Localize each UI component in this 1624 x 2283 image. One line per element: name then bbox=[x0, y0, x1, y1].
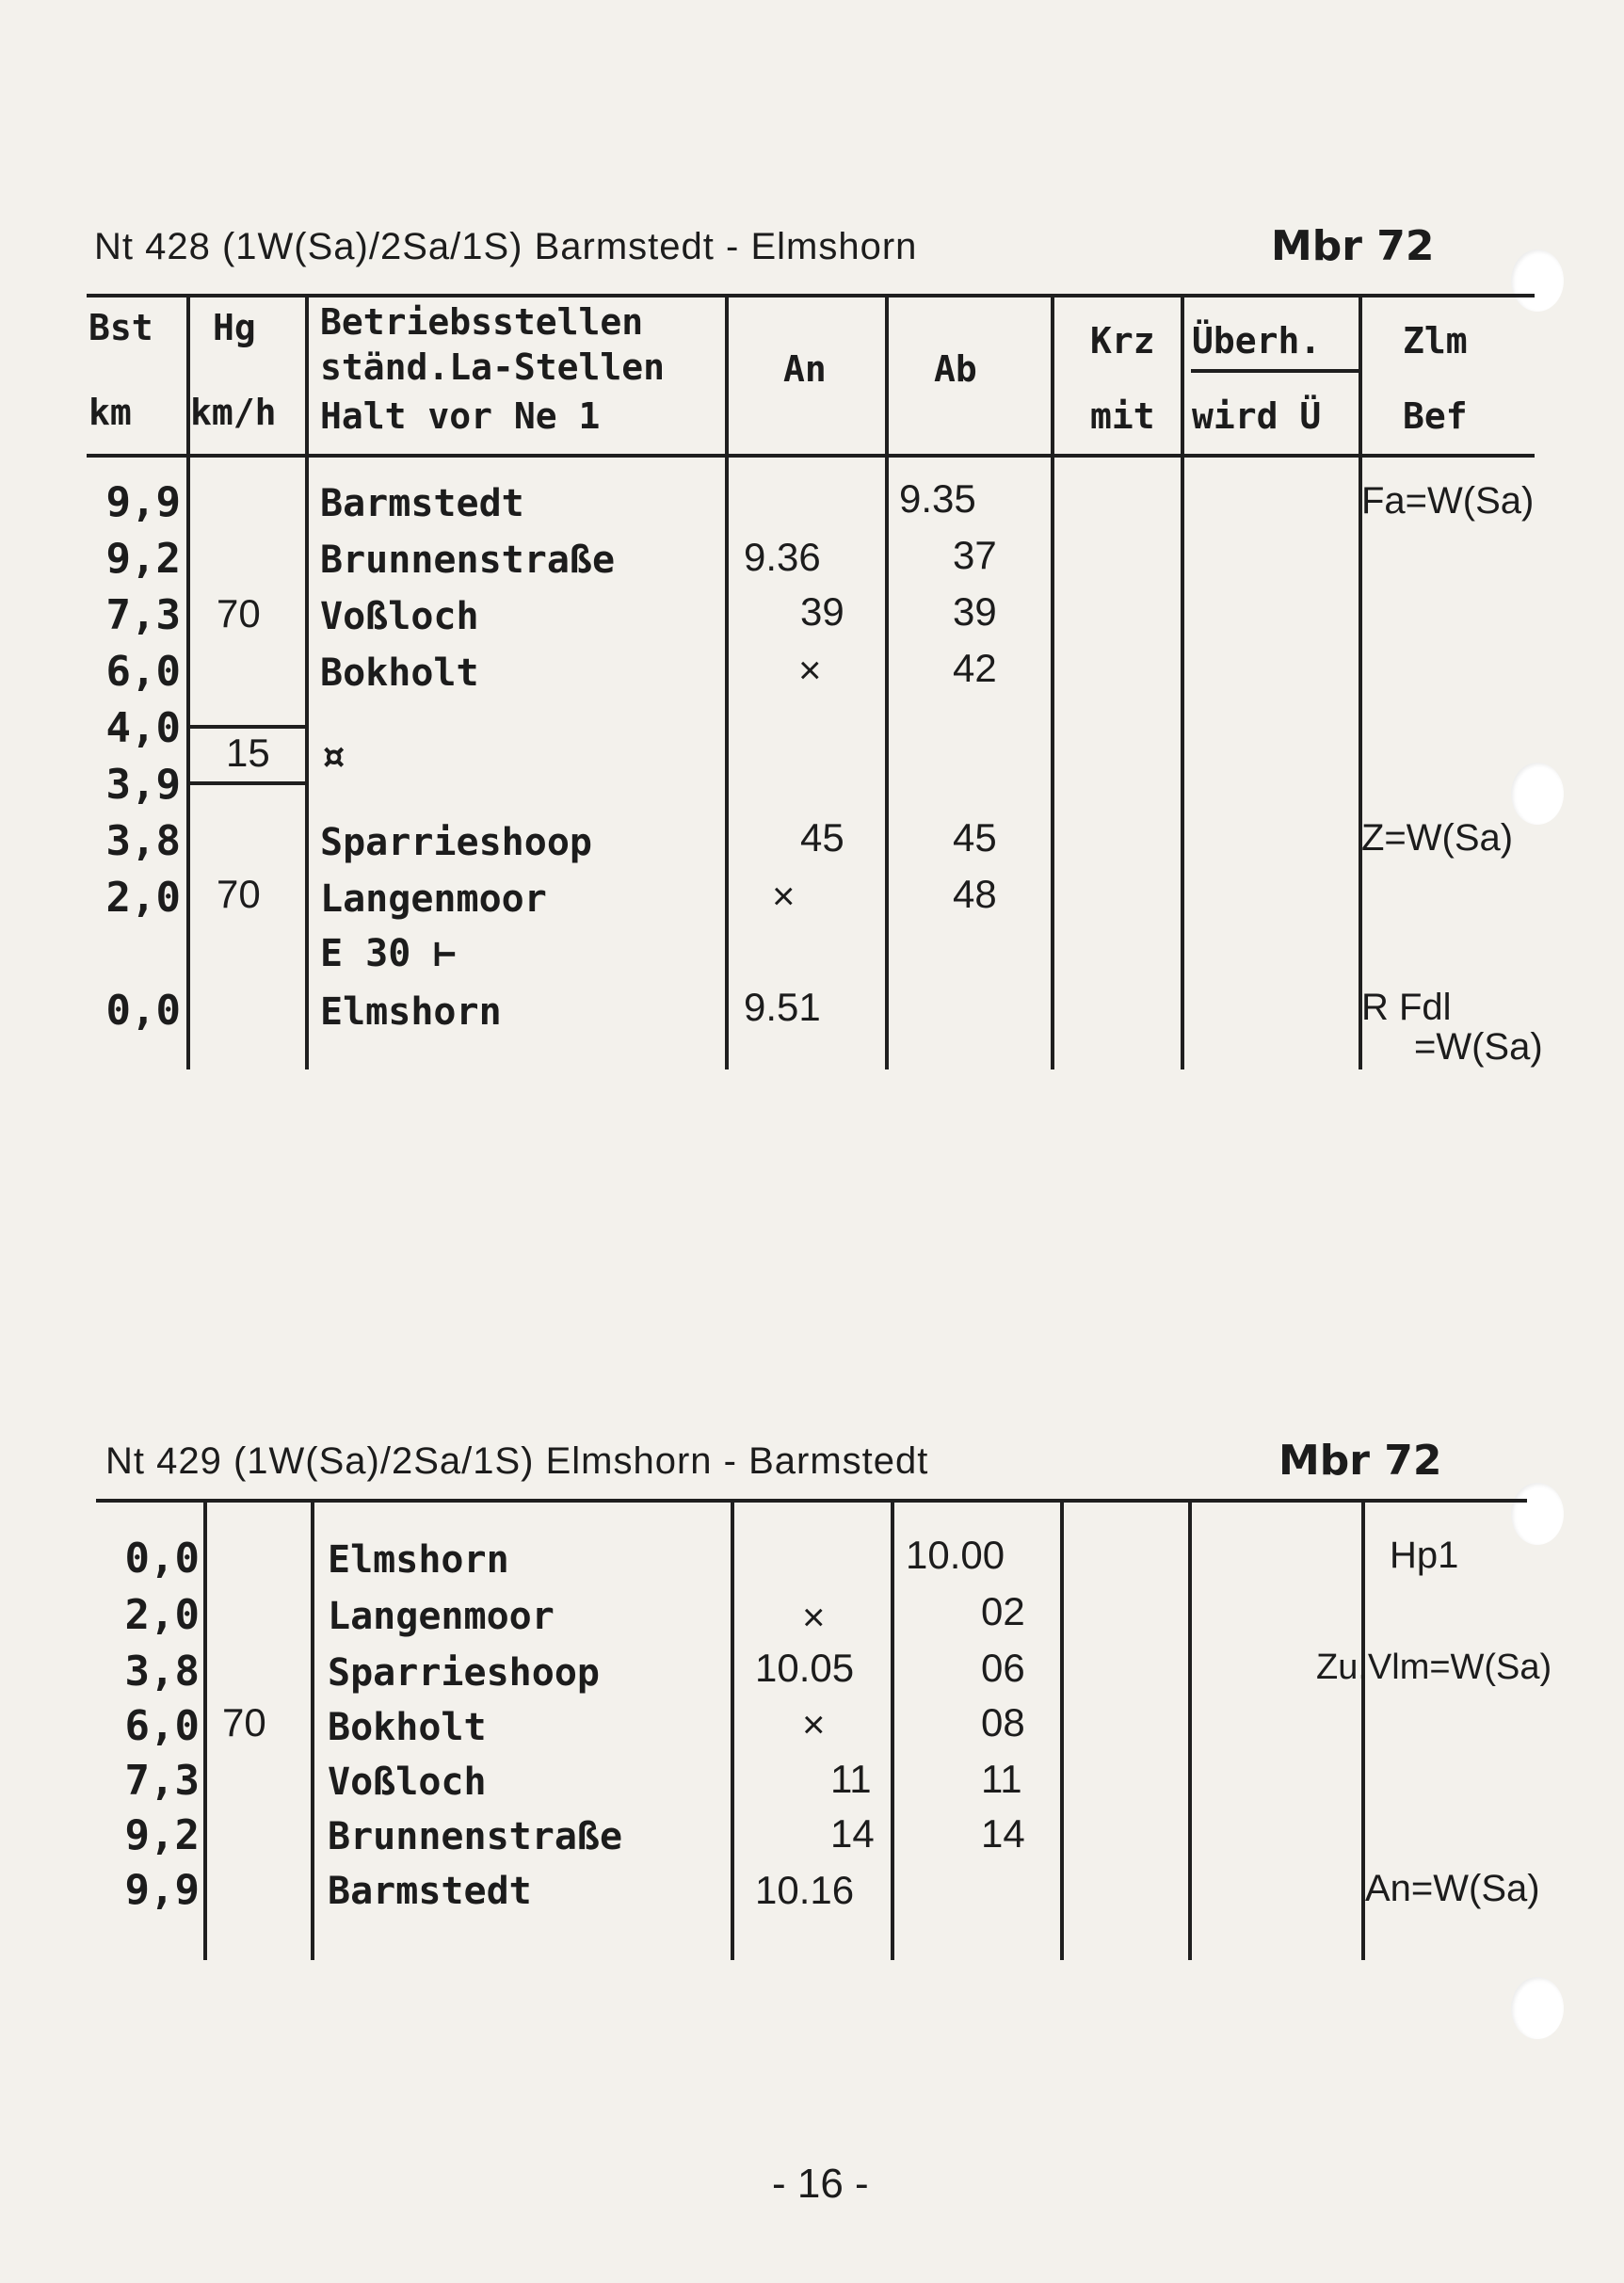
cell-hg: 70 bbox=[217, 872, 261, 916]
cell-station: Voßloch bbox=[320, 595, 479, 638]
cell-an: 9.51 bbox=[744, 985, 821, 1029]
header-krz: Krz bbox=[1090, 320, 1155, 362]
cell-km: 2,0 bbox=[124, 1591, 200, 1639]
cell-km: 3,9 bbox=[105, 761, 181, 809]
table-mbr: Mbr 72 bbox=[1271, 222, 1435, 270]
punch-hole bbox=[1511, 1977, 1564, 2039]
table-title: Nt 429 (1W(Sa)/2Sa/1S) Elmshorn - Barmstedt bbox=[105, 1440, 929, 1482]
cell-station: Barmstedt bbox=[328, 1870, 532, 1913]
cell-station-marker: E 30 ⊢ bbox=[320, 932, 457, 975]
header-ueberh: Überh. bbox=[1192, 320, 1322, 362]
cell-km: 3,8 bbox=[105, 817, 181, 865]
cell-station: Voßloch bbox=[328, 1760, 487, 1804]
cell-hg-speed-limit: 15 bbox=[226, 731, 270, 775]
cell-ab: 48 bbox=[953, 872, 997, 916]
cell-station: Elmshorn bbox=[320, 990, 502, 1034]
col-rule bbox=[1188, 1499, 1192, 1960]
cell-station: Sparrieshoop bbox=[320, 821, 592, 864]
cell-zlm: Fa=W(Sa) bbox=[1361, 480, 1535, 522]
col-rule bbox=[1181, 294, 1184, 1069]
cell-station: Langenmoor bbox=[328, 1595, 555, 1638]
cell-km: 6,0 bbox=[124, 1702, 200, 1750]
col-rule bbox=[203, 1499, 207, 1960]
cell-an: 9.36 bbox=[744, 535, 821, 579]
table-header-rule bbox=[87, 454, 1535, 458]
cell-km: 0,0 bbox=[124, 1535, 200, 1583]
header-wird-ue: wird Ü bbox=[1192, 395, 1322, 437]
col-rule bbox=[885, 294, 889, 1069]
col-rule bbox=[1051, 294, 1054, 1069]
ueberh-underline bbox=[1191, 369, 1359, 373]
cell-hg: 70 bbox=[222, 1700, 266, 1744]
cell-ab: 11 bbox=[981, 1757, 1022, 1801]
col-rule bbox=[731, 1499, 734, 1960]
cell-zlm: Z=W(Sa) bbox=[1361, 817, 1514, 859]
punch-hole bbox=[1511, 763, 1564, 825]
col-rule bbox=[305, 294, 309, 1069]
signal-symbol-icon: ¤ bbox=[320, 731, 346, 781]
speed-box-bottom bbox=[188, 781, 309, 785]
speed-box-top bbox=[188, 725, 309, 729]
cell-km: 2,0 bbox=[105, 874, 181, 922]
cell-station: Sparrieshoop bbox=[328, 1651, 600, 1695]
cell-ab: 37 bbox=[953, 533, 997, 577]
cell-zlm: An=W(Sa) bbox=[1365, 1868, 1540, 1909]
cell-km: 0,0 bbox=[105, 987, 181, 1035]
cell-an: 10.16 bbox=[755, 1868, 855, 1912]
cell-an: 14 bbox=[830, 1811, 875, 1856]
cell-zlm: Zu.Vlm=W(Sa) bbox=[1316, 1648, 1552, 1687]
header-betriebsstellen: Betriebsstellen bbox=[320, 301, 644, 343]
header-kmh: km/h bbox=[190, 392, 277, 433]
cell-ab: 02 bbox=[981, 1589, 1025, 1633]
cell-km: 3,8 bbox=[124, 1648, 200, 1696]
page-number: - 16 - bbox=[772, 2161, 869, 2207]
cell-station: Barmstedt bbox=[320, 482, 524, 525]
cell-ab: 42 bbox=[953, 646, 997, 690]
cell-an: × bbox=[802, 1595, 826, 1639]
cell-km: 7,3 bbox=[124, 1757, 200, 1805]
cell-ab: 14 bbox=[981, 1811, 1025, 1856]
cell-an: × bbox=[772, 874, 796, 918]
cell-station: Bokholt bbox=[328, 1706, 487, 1749]
cell-km: 6,0 bbox=[105, 648, 181, 696]
punch-hole bbox=[1511, 249, 1564, 312]
header-halt: Halt vor Ne 1 bbox=[320, 395, 601, 437]
header-laststellen: ständ.La-Stellen bbox=[320, 346, 666, 388]
cell-km: 7,3 bbox=[105, 591, 181, 639]
cell-km: 9,9 bbox=[124, 1866, 200, 1914]
header-krz-mit: mit bbox=[1090, 395, 1155, 437]
cell-an: 10.05 bbox=[755, 1646, 855, 1690]
cell-ab: 9.35 bbox=[899, 476, 976, 521]
cell-zlm: R Fdl bbox=[1361, 987, 1452, 1028]
cell-km: 9,9 bbox=[105, 478, 181, 526]
cell-ab: 10.00 bbox=[906, 1533, 1005, 1577]
header-bef: Bef bbox=[1403, 395, 1468, 437]
header-km: km bbox=[88, 392, 132, 433]
header-zlm: Zlm bbox=[1403, 320, 1468, 362]
cell-an: 11 bbox=[830, 1757, 872, 1801]
col-rule bbox=[311, 1499, 314, 1960]
cell-zlm: =W(Sa) bbox=[1414, 1026, 1543, 1068]
cell-station: Langenmoor bbox=[320, 877, 547, 921]
cell-an: × bbox=[798, 648, 822, 692]
cell-zlm: Hp1 bbox=[1390, 1535, 1459, 1576]
table-mbr: Mbr 72 bbox=[1278, 1437, 1442, 1485]
cell-station: Elmshorn bbox=[328, 1538, 509, 1582]
cell-km: 9,2 bbox=[124, 1811, 200, 1859]
table-title: Nt 428 (1W(Sa)/2Sa/1S) Barmstedt - Elmshorn bbox=[94, 226, 918, 267]
cell-station: Brunnenstraße bbox=[328, 1815, 623, 1858]
header-bst: Bst bbox=[88, 307, 153, 348]
cell-ab: 08 bbox=[981, 1700, 1025, 1744]
header-ab: Ab bbox=[934, 348, 977, 390]
cell-ab: 06 bbox=[981, 1646, 1025, 1690]
cell-station: Brunnenstraße bbox=[320, 539, 616, 582]
col-rule bbox=[1060, 1499, 1064, 1960]
cell-hg: 70 bbox=[217, 591, 261, 635]
col-rule bbox=[1359, 294, 1362, 1069]
table-top-rule bbox=[87, 294, 1535, 297]
cell-ab: 45 bbox=[953, 815, 997, 860]
col-rule bbox=[891, 1499, 894, 1960]
cell-ab: 39 bbox=[953, 589, 997, 634]
punch-hole bbox=[1511, 1483, 1564, 1545]
cell-an: 39 bbox=[800, 589, 844, 634]
header-an: An bbox=[783, 348, 827, 390]
col-rule bbox=[725, 294, 729, 1069]
cell-km: 4,0 bbox=[105, 704, 181, 752]
cell-an: × bbox=[802, 1702, 826, 1746]
cell-an: 45 bbox=[800, 815, 844, 860]
cell-station: Bokholt bbox=[320, 651, 479, 695]
header-hg: Hg bbox=[213, 307, 256, 348]
cell-km: 9,2 bbox=[105, 535, 181, 583]
